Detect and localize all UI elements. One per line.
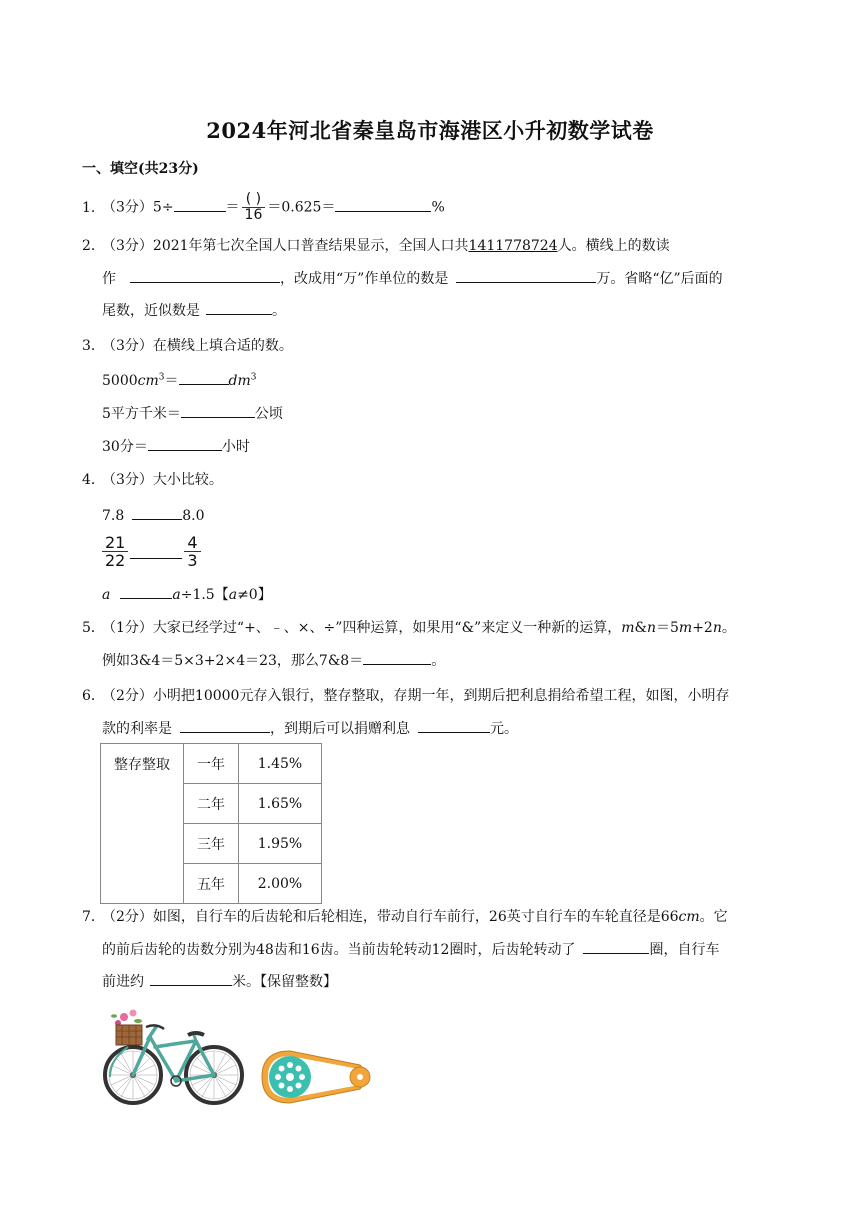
question-7-line-2: 的前后齿轮的齿数分别为48齿和16齿。当前齿轮转动12圈时，后齿轮转动了 圈，自行车 <box>102 939 719 960</box>
question-number: 6． <box>82 688 105 704</box>
question-7-line-1: 7．（2分）如图，自行车的后齿轮和后轮相连，带动自行车前行，26英寸自行车的车轮直径是66cm。它 <box>82 909 728 925</box>
question-4-row-1: 7.8 8.0 <box>102 505 205 526</box>
answer-blank[interactable] <box>150 971 232 986</box>
answer-blank[interactable] <box>132 505 182 520</box>
answer-blank[interactable] <box>418 718 490 733</box>
page-title: 2024年河北省秦皇岛市海港区小升初数学试卷 <box>206 118 654 143</box>
rate-cell: 1.65% <box>239 784 322 824</box>
question-6-line-2: 款的利率是 ，到期后可以捐赠利息 元。 <box>102 718 518 739</box>
question-2-line-3: 尾数，近似数是 。 <box>102 300 286 321</box>
answer-blank[interactable] <box>335 197 431 212</box>
answer-blank[interactable] <box>180 718 270 733</box>
front-gear-icon <box>269 1056 311 1098</box>
gear-illustration <box>260 1047 378 1107</box>
question-5-line-1: 5．（1分）大家已经学过“+、﹣、×、÷”四种运算，如果用“&”来定义一种新的运算，m&n＝5m+2n。 <box>82 620 736 636</box>
answer-blank[interactable] <box>130 268 280 283</box>
term-cell: 三年 <box>184 824 239 864</box>
answer-blank[interactable] <box>456 268 596 283</box>
question-number: 4． <box>82 472 105 488</box>
question-number: 1． <box>82 199 105 216</box>
question-4: 4．（3分）大小比较。 <box>82 472 223 488</box>
fraction-4-3: $\frac{4}{3}$ <box>184 534 200 569</box>
answer-blank[interactable] <box>120 584 172 599</box>
question-6-line-1: 6．（2分）小明把10000元存入银行，整存整取，存期一年，到期后把利息捐给希望工程，如图，小明存 <box>82 688 730 704</box>
answer-blank[interactable] <box>179 370 229 385</box>
term-cell: 一年 <box>184 744 239 784</box>
flower-icon <box>111 1010 142 1027</box>
answer-blank[interactable] <box>174 197 226 212</box>
question-2-line-1: 2．（3分）2021年第七次全国人口普查结果显示，全国人口共1411778724人。横线上的数读 <box>82 238 670 254</box>
rate-cell: 2.00% <box>239 864 322 904</box>
population-number: 1411778724 <box>468 238 558 254</box>
answer-blank[interactable] <box>206 300 272 315</box>
answer-blank[interactable] <box>148 436 222 451</box>
question-3-row-1: $5000cm^3= dm^3$ <box>102 370 256 391</box>
section-heading: 一、填空(共23分) <box>82 161 199 177</box>
rate-cell: 1.45% <box>239 744 322 784</box>
question-number: 5． <box>82 620 105 636</box>
seat-icon <box>188 1033 204 1035</box>
question-4-row-3: a a÷1.5【a≠0】 <box>102 584 272 605</box>
rate-cell: 1.95% <box>239 824 322 864</box>
question-number: 7． <box>82 909 105 925</box>
rear-gear-icon <box>350 1067 370 1087</box>
interest-rate-table <box>100 743 322 904</box>
question-1: 1．（3分）5÷ ＝ $\frac{( )}{16}$ ＝0.625＝ % <box>82 191 445 223</box>
answer-blank[interactable] <box>583 939 649 954</box>
question-number: 3． <box>82 338 105 354</box>
question-3: 3．（3分）在横线上填合适的数。 <box>82 338 293 354</box>
answer-blank[interactable] <box>363 650 431 665</box>
answer-blank[interactable] <box>130 544 182 559</box>
question-7-line-3: 前进约 米。【保留整数】 <box>102 971 337 992</box>
bicycle-illustration <box>100 1003 250 1108</box>
deposit-type-cell: 整存整取 <box>101 744 184 904</box>
question-3-row-2: 5平方千米＝ 公顷 <box>102 403 283 424</box>
fraction-21-22: $\frac{21}{22}$ <box>102 534 128 569</box>
question-4-row-2 <box>100 534 203 569</box>
fraction: $\frac{( )}{16}$ <box>242 192 266 223</box>
term-cell: 五年 <box>184 864 239 904</box>
table-row <box>101 744 322 784</box>
question-3-row-3: 30分＝ 小时 <box>102 436 250 457</box>
question-2-line-2: 作 ，改成用“万”作单位的数是 万。省略“亿”后面的 <box>102 268 723 289</box>
term-cell: 二年 <box>184 784 239 824</box>
question-number: 2． <box>82 238 105 254</box>
answer-blank[interactable] <box>181 403 255 418</box>
question-5-line-2: 例如3&4＝5×3+2×4＝23，那么7&8＝ 。 <box>102 650 445 671</box>
